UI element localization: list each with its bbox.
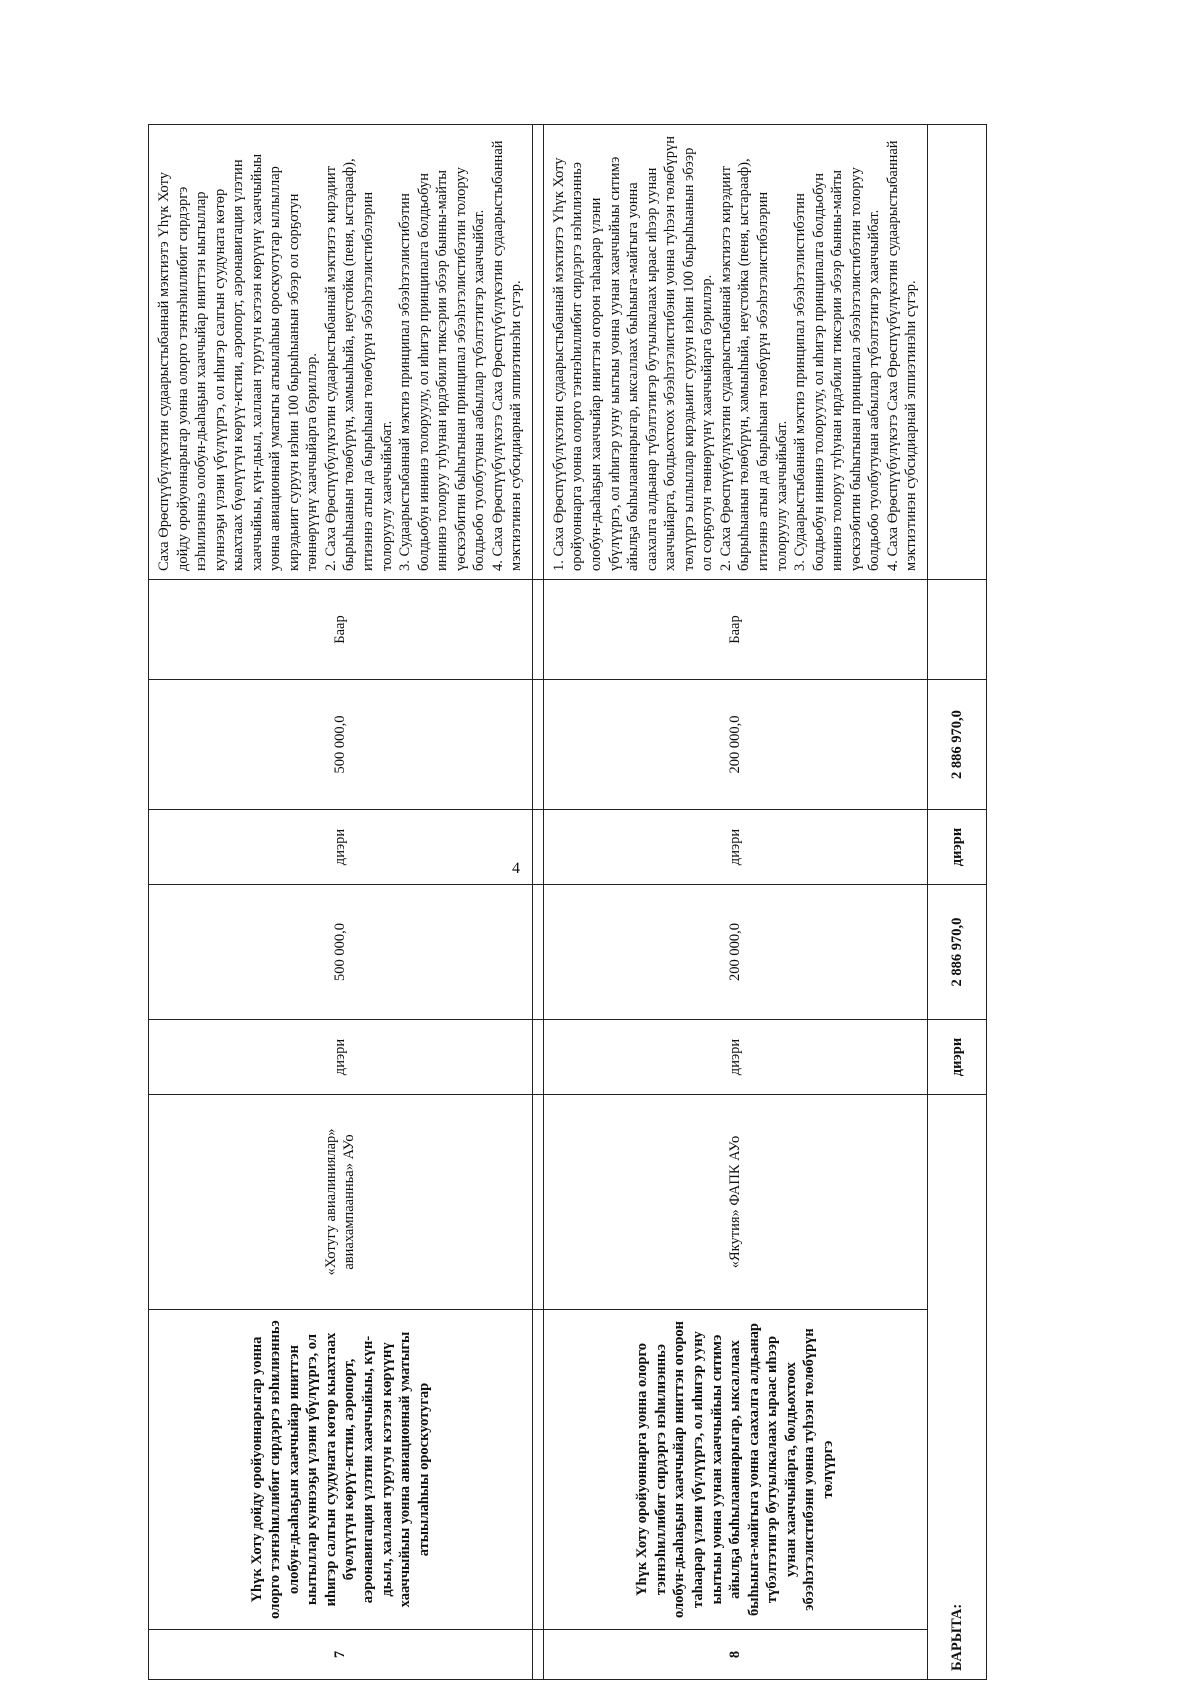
organization-cell: «Якутия» ФАПК АУо <box>543 1095 927 1310</box>
purpose-cell: Үһүк Хоту оройуоннарга уонна олорго тэҥнэһиллибит сирдэргэ нэһилиэнньэ олобун-дьаһаҕын хааччыйар иниттэн огорон таһаарар үлэни үбүлүүргэ, ол иһигэр ууну ыытыы уонна уунан хааччыйыы ситимэ айылҕа быһылааннарыгар, ыксаллаах быһыыга-майгыга уонна саахалга алдьанар түбэлтэтигэр бутуылкалаах ыраас иһээр уунан хааччыйарга, болдьохтоох эбээһэтэлистибэни уонна туһээн төлөбүрүн төлүүргэ <box>543 1310 927 1630</box>
unit-cell: диэри <box>149 810 533 885</box>
total-unit-cell: диэри <box>927 1020 986 1095</box>
empty-cell <box>927 580 986 680</box>
amount-cell: 200 000,0 <box>543 885 927 1020</box>
row-spacer <box>532 125 543 1680</box>
total-row <box>927 125 986 1680</box>
amount-cell: 500 000,0 <box>149 885 533 1020</box>
page-number: 4 <box>512 860 520 877</box>
requirements-text: Саха Өрөспүүбүлүкэтин судаарыстыбаннай мэктиэтэ Үһүк Хоту дойду оройуоннарыгар уонна олорго тэҥнэһиллибит сирдэргэ нэһилиэнньэ олобун-дьаһаҕын хааччыйар иниттэн ыытыллар куннээҕи үлэни үбүлүүргэ, ол иһигэр салгын суудуната көтөр кыахтаах бүөлүүтүн көрүү-истии, аэропорт, аэронавигация үлэтин хааччыйыы, күн-дьыл, халлаан туругун кэтээн көрүүнү хааччыйыы уонна авиационнай уматыгы атыылаһыы ороскуотугар ыллыллар кирэдьиит суруун иэһин 100 бырыһыанын эбээр ол сорҕотун төннөрүүнү хааччыйарга бэриллэр. 2. Саха Өрөспүүбүлүкэтин судаарыстыбаннай мэктиэтэ кирэдиит бырыһыанын төлөбүрүн, хамыыһыйа, неустойка (пеня, ыстарааф), итиэннэ атын да бырыһыан төлөбүрүн эбээһэтэлистибэлэрин толоруулу хааччыйыбат. 3. Судаарыстыбаннай мэктиэ принципал эбээһэтэлистибэтин болдьобун иннинэ толоруулу, ол иһигэр принципалга болдьобун иннинэ толоруу туһунан ирдэбили тиксэрии эбээр бынны-майты үөскээбитин быһытынан принципал эбээһэтэлистибэтин толоруу болдьобо туолбутунан аабыллар түбэлтэтигэр хааччыйбат. 4. Саха Өрөспүүбүлүкэтэ Саха Өрөспүүбүлүкэтин судаарыстыбаннай мэктиэтинэн субсидиарнай эппиэтинэһи сүгэр. <box>156 140 525 571</box>
amount-cell: 500 000,0 <box>149 680 533 810</box>
unit-cell: диэри <box>543 1020 927 1095</box>
table-row <box>149 125 533 1680</box>
requirements-cell <box>543 125 927 580</box>
table-row <box>543 125 927 1680</box>
availability-cell: Баар <box>543 580 927 680</box>
rotated-page <box>148 125 1048 1680</box>
organization-cell: «Хотугу авиалиниялар» авиахампаанньа» АУо <box>149 1095 533 1310</box>
total-amount-cell: 2 886 970,0 <box>927 680 986 810</box>
purpose-cell: Үһүк Хоту дойду оройуоннарыгар уонна олорго тэҥнэһиллибит сирдэргэ нэһилиэнньэ олобун-дьаһаҕын хааччыйар иниттэн ыытыллар куннээҕи үлэни үбүлүүргэ, ол иһигэр салгын суудуната көтөр кыахтаах бүөлүүтүн көрүү-истии, аэропорт, аэронавигация үлэтин хааччыйыы, күн-дьыл, халлаан туругун кэтээн көрүүнү хааччыйыы уонна авиационнай уматыгы атыылаһыы ороскуотугар <box>149 1310 533 1630</box>
unit-cell: диэри <box>149 1020 533 1095</box>
amount-cell: 200 000,0 <box>543 680 927 810</box>
row-number: 8 <box>543 1630 927 1680</box>
requirements-cell <box>149 125 533 580</box>
requirements-text: 1. Саха Өрөспүүбүлүкэтин судаарыстыбаннай мэктиэтэ Үһүк Хоту оройуоннарга уонна олорго тэҥнэһиллибит сирдэргэ нэһилиэнньэ олобун-дьаһаҕын хааччыйар иниттэн огорон таһаарар үлэни үбүлүүргэ, ол иһигэр ууну ыытыы уонна уунан хааччыйыы ситимэ айылҕа быһылааннарыгар, ыксаллаах быһыыга-майгыга уонна саахалга алдьанар түбэлтэтигэр бутуылкалаах ыраас иһээр уунан хааччыйарга, болдьохтоох эбээһэтэлистибэни уонна туһээн төлөбүрүн төлүүргэ ыллыллар кирэдьиит суруун иэһин 100 бырыһыанын эбээр ол сорҕотун төннөрүүнү хааччыйарга бэриллэр. 2. Саха Өрөспүүбүлүкэтин судаарыстыбаннай мэктиэтэ кирэдиит бырыһыанын төлөбүрүн, хамыыһыйа, неустойка (пеня, ыстарааф), итиэннэ атын да бырыһыан төлөбүрүн эбээһэтэлистибэлэрин толоруулу хааччыйыбат. 3. Судаарыстыбаннай мэктиэ принципал эбээһэтэлистибэтин болдьобун иннинэ толоруулу, ол иһигэр принципалга болдьобун иннинэ толоруу туһунан ирдэбили тиксэрии эбээр бынны-майты үөскээбитин быһытынан принципал эбээһэтэлистибэтин толоруу болдьобо туолбутунан аабыллар түбэлтэтигэр хааччыйбат. 4. Саха Өрөспүүбүлүкэтэ Саха Өрөспүүбүлүкэтин судаарыстыбаннай мэктиэтинэн субсидиарнай эппиэтинэһи сүгэр. <box>550 136 920 571</box>
row-number: 7 <box>149 1630 533 1680</box>
guarantee-table <box>148 124 987 1680</box>
availability-cell: Баар <box>149 580 533 680</box>
total-label: БАРЫТА: <box>927 1095 986 1680</box>
unit-cell: диэри <box>543 810 927 885</box>
total-unit-cell: диэри <box>927 810 986 885</box>
empty-cell <box>927 125 986 580</box>
total-amount-cell: 2 886 970,0 <box>927 885 986 1020</box>
